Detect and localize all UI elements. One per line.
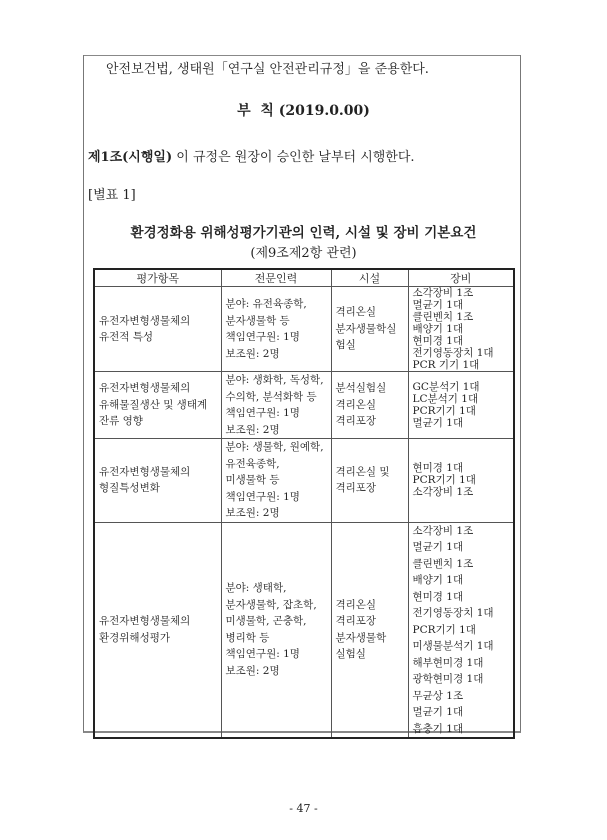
requirements-table — [93, 268, 515, 739]
cell-line: 멸균기 1대 — [412, 541, 464, 553]
equipment-cell — [408, 522, 514, 738]
cell-line: 멸균기 1대 — [412, 706, 464, 718]
page-number: - 47 - — [289, 802, 318, 815]
cell-line: PCR 기기 1대 — [412, 359, 480, 371]
cell-line: 실험실 — [335, 648, 366, 661]
cell-line: 유해물질생산 및 생태계 — [99, 398, 208, 411]
intro-line: 안전보건법, 생태원「연구실 안전관리규정」을 준용한다. — [106, 62, 429, 77]
cell-line: 격리온실 — [335, 306, 377, 319]
table-row — [94, 287, 514, 372]
cell-line: 보조원: 2명 — [225, 347, 280, 360]
cell-line: 흡충기 1대 — [412, 722, 464, 735]
cell-line: 분야: 생태학, — [225, 582, 287, 595]
cell-line: 미생물학 등 — [225, 474, 280, 486]
article-1 — [88, 146, 415, 165]
cell-line: 전기영동장치 1대 — [412, 347, 494, 359]
header-cell: 장비 — [408, 269, 514, 287]
cell-line: 광학현미경 1대 — [412, 673, 484, 685]
staff-cell — [221, 287, 331, 372]
cell-line: PCR기기 1대 — [412, 623, 476, 636]
cell-line: 소각장비 1조 — [412, 524, 474, 537]
cell-line: 전기영동장치 1대 — [412, 607, 494, 619]
cell-line: 환경위해성평가 — [99, 631, 171, 644]
cell-line: 험실 — [335, 339, 356, 352]
table-row — [94, 372, 514, 439]
table-subtitle: (제9조제2항 관련) — [250, 246, 357, 261]
cell-line: GC분석기 1대 — [412, 381, 480, 393]
cell-line: 유전자변형생물체의 — [99, 615, 191, 628]
cell-line: 유전육종학, — [225, 457, 280, 470]
cell-line: 잔류 영향 — [99, 415, 143, 428]
cell-line: PCR기기 1대 — [412, 405, 476, 417]
cell-line: 미생물분석기 1대 — [412, 640, 494, 652]
evaluation-item-cell — [94, 287, 221, 372]
cell-line: 유전자변형생물체의 — [99, 465, 191, 478]
cell-line: 클린벤치 1조 — [412, 311, 474, 323]
cell-line: 배양기 1대 — [412, 574, 464, 586]
cell-line: 분야: 생물학, 원예학, — [225, 441, 324, 453]
cell-line: 형질특성변화 — [99, 482, 160, 495]
cell-line: 멸균기 1대 — [412, 299, 464, 311]
article-text: 이 규정은 원장이 승인한 날부터 시행한다. — [172, 150, 415, 165]
cell-line: 분자생물학실 — [335, 322, 397, 335]
table-header-row — [94, 269, 514, 287]
cell-line: 격리포장 — [335, 482, 377, 495]
cell-line: 유전적 특성 — [99, 331, 154, 343]
staff-cell — [221, 522, 331, 738]
cell-line: 무균상 1조 — [412, 689, 464, 702]
table-row — [94, 439, 514, 523]
cell-line: 분자생물학, 잡초학, — [225, 598, 317, 611]
header-cell: 전문인력 — [221, 269, 331, 287]
evaluation-item-cell — [94, 522, 221, 738]
table-row — [94, 522, 514, 738]
cell-line: 소각장비 1조 — [412, 287, 474, 299]
cell-line: 책임연구원: 1명 — [225, 331, 300, 343]
cell-line: 격리온실 및 — [335, 465, 390, 478]
cell-line: 현미경 1대 — [412, 462, 464, 475]
cell-line: 보조원: 2명 — [225, 423, 280, 436]
cell-line: 격리포장 — [335, 415, 377, 428]
cell-line: 유전자변형생물체의 — [99, 314, 191, 327]
cell-line: 분야: 유전육종학, — [225, 298, 307, 310]
cell-line: 분석실험실 — [335, 382, 387, 395]
cell-line: 클린벤치 1조 — [412, 557, 474, 570]
cell-line: PCR기기 1대 — [412, 474, 476, 487]
cell-line: 수의학, 분석화학 등 — [225, 390, 317, 403]
equipment-cell — [408, 287, 514, 372]
cell-line: 분자생물학 등 — [225, 314, 290, 327]
header-cell: 평가항목 — [94, 269, 221, 287]
cell-line: 해부현미경 1대 — [412, 656, 484, 669]
cell-line: 배양기 1대 — [412, 323, 464, 335]
cell-line: 보조원: 2명 — [225, 664, 280, 677]
cell-line: 격리포장 — [335, 615, 377, 628]
cell-line: LC분석기 1대 — [412, 393, 479, 405]
header-cell: 시설 — [331, 269, 408, 287]
equipment-cell — [408, 439, 514, 523]
evaluation-item-cell — [94, 439, 221, 523]
addendum-title: 부 칙 (2019.0.00) — [237, 103, 370, 119]
article-label: 제1조(시행일) — [88, 150, 173, 165]
staff-cell — [221, 372, 331, 439]
cell-line: 보조원: 2명 — [225, 507, 280, 519]
annex-label: [별표 1] — [88, 188, 136, 203]
facility-cell — [331, 372, 408, 439]
cell-line: 현미경 1대 — [412, 335, 464, 347]
cell-line: 격리온실 — [335, 598, 377, 611]
equipment-cell — [408, 372, 514, 439]
cell-line: 분자생물학 — [335, 631, 387, 644]
facility-cell — [331, 522, 408, 738]
cell-line: 책임연구원: 1명 — [225, 490, 300, 503]
cell-line: 분야: 생화학, 독성학, — [225, 374, 324, 386]
cell-line: 병리학 등 — [225, 631, 270, 644]
cell-line: 격리온실 — [335, 398, 377, 411]
cell-line: 멸균기 1대 — [412, 417, 464, 429]
cell-line: 소각장비 1조 — [412, 486, 474, 499]
facility-cell — [331, 287, 408, 372]
cell-line: 책임연구원: 1명 — [225, 648, 300, 661]
cell-line: 현미경 1대 — [412, 590, 464, 603]
cell-line: 유전자변형생물체의 — [99, 382, 191, 395]
table-title: 환경정화용 위해성평가기관의 인력, 시설 및 장비 기본요건 — [130, 225, 477, 241]
staff-cell — [221, 439, 331, 523]
cell-line: 미생물학, 곤충학, — [225, 615, 307, 628]
cell-line: 책임연구원: 1명 — [225, 407, 300, 419]
evaluation-item-cell — [94, 372, 221, 439]
facility-cell — [331, 439, 408, 523]
